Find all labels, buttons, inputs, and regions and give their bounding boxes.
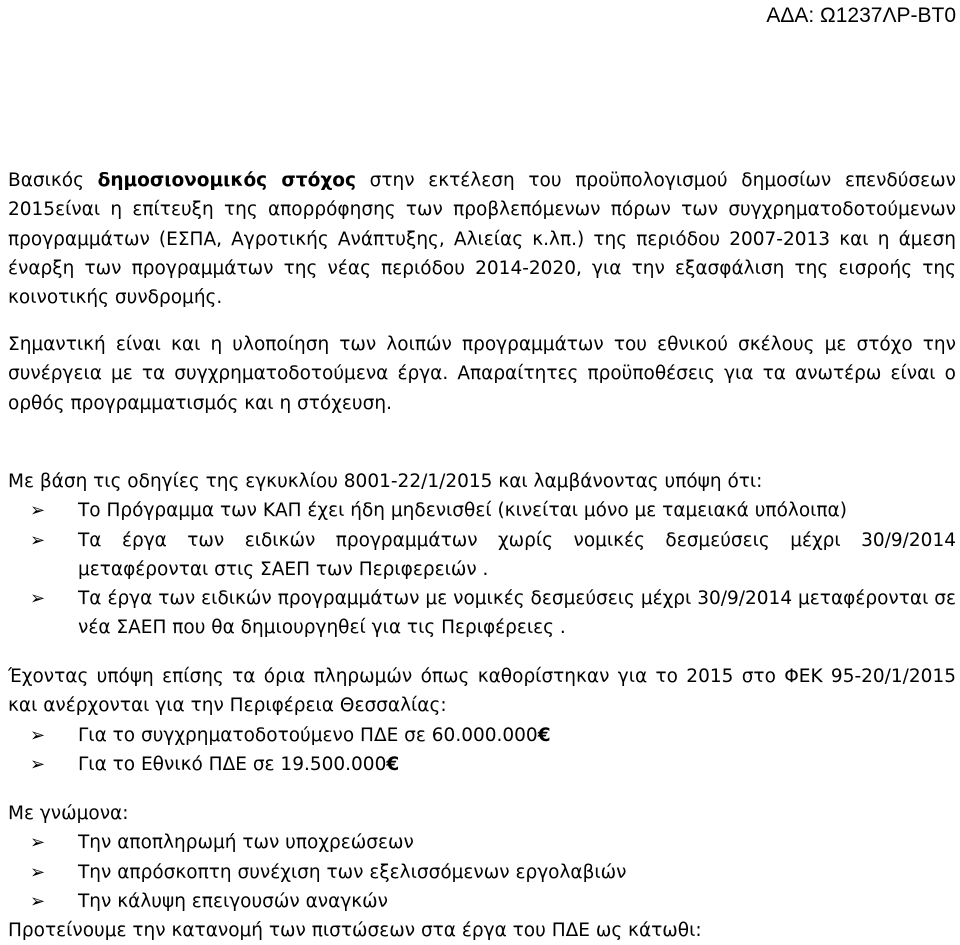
section-guiding-closing: Προτείνουμε την κατανομή των πιστώσεων στα έργα του ΠΔΕ ως κάτωθι: [8,920,702,942]
list-item-text: Την απρόσκοπτη συνέχιση των εξελισσόμενων εργολαβιών [78,861,627,883]
paragraph-fiscal-goal-bold: δημοσιονομικός στόχος [97,170,356,191]
list-item [8,828,956,857]
list-item [8,750,956,779]
ada-code: ΑΔΑ: Ω1237ΛΡ-ΒΤ0 [766,4,956,27]
section-circular-intro: Με βάση τις οδηγίες της εγκυκλίου 8001-22/1/2015 και λαμβάνοντας υπόψη ότι: [8,471,763,492]
list-item-text: Το Πρόγραμμα των ΚΑΠ έχει ήδη μηδενισθεί (κινείται μόνο με ταμειακά υπόλοιπα) [78,500,847,522]
list-item [8,496,956,525]
arrow-bullet-icon: ➢ [30,832,46,854]
section-payment-bullets [8,721,956,780]
list-item-text: Για το Εθνικό ΠΔΕ σε 19.500.000 [78,753,387,775]
list-item-text: Την κάλυψη επειγουσών αναγκών [78,890,389,912]
document-page [8,0,956,942]
section-guiding-intro: Με γνώμονα: [8,803,129,824]
section-circular-bullets [8,496,956,642]
euro-sign: € [537,724,551,746]
list-item-text: Τα έργα των ειδικών προγραμμάτων με νομικές δεσμεύσεις μέχρι 30/9/2014 μεταφέρονται σε νέα ΣΑΕΠ που θα δημιουργηθεί για τις Περιφέρειες . [78,588,956,639]
list-item [8,584,956,643]
arrow-bullet-icon: ➢ [30,500,46,522]
list-item [8,887,956,916]
section-payment-limits [8,662,956,779]
arrow-bullet-icon: ➢ [30,724,46,746]
list-item-text: Για το συγχρηματοδοτούμενο ΠΔΕ σε 60.000.000 [78,724,538,746]
section-payment-intro: Έχοντας υπόψη επίσης τα όρια πληρωμών όπως καθορίστηκαν για το 2015 στο ΦΕΚ 95-20/1/2015 και ανέρχονται για την Περιφέρεια Θεσσαλίας: [8,666,956,717]
paragraph-fiscal-goal [8,166,956,312]
list-item-text: Την αποπληρωμή των υποχρεώσεων [78,832,414,854]
list-item [8,721,956,750]
paragraph-national-programs: Σημαντική είναι και η υλοποίηση των λοιπών προγραμμάτων του εθνικού σκέλους με στόχο την συνέργεια με τα συγχρηματοδοτούμενα έργα. Απαραίτητες προϋποθέσεις για τα ανωτέρω είναι ο ορθός προγραμματισμός και η στόχευση. [8,334,956,414]
arrow-bullet-icon: ➢ [30,753,46,775]
list-item-text: Τα έργα των ειδικών προγραμμάτων χωρίς νομικές δεσμεύσεις μέχρι 30/9/2014 μεταφέρονται στις ΣΑΕΠ των Περιφερειών . [78,529,956,580]
section-guiding-bullets [8,828,956,916]
euro-sign: € [386,753,400,775]
arrow-bullet-icon: ➢ [30,588,46,610]
section-guiding-principles [8,799,956,945]
section-circular-guidelines [8,467,956,643]
list-item [8,858,956,887]
paragraph-fiscal-goal-post: στην εκτέλεση του προϋπολογισμού δημοσίων επενδύσεων 2015είναι η επίτευξη της απορρόφησης των προβλεπόμενων πόρων των συγχρηματοδοτούμενων προγραμμάτων (ΕΣΠΑ, Αγροτικής Ανάπτυξης, Αλιείας κ.λπ.) της περιόδου 2007-2013 και η άμεση έναρξη των προγραμμάτων της νέας περιόδου 2014-2020, για την εξασφάλιση της εισροής της κοινοτικής συνδρομής. [8,170,956,309]
arrow-bullet-icon: ➢ [30,861,46,883]
arrow-bullet-icon: ➢ [30,529,46,551]
list-item [8,526,956,585]
arrow-bullet-icon: ➢ [30,890,46,912]
paragraph-fiscal-goal-pre: Βασικός [8,170,98,191]
